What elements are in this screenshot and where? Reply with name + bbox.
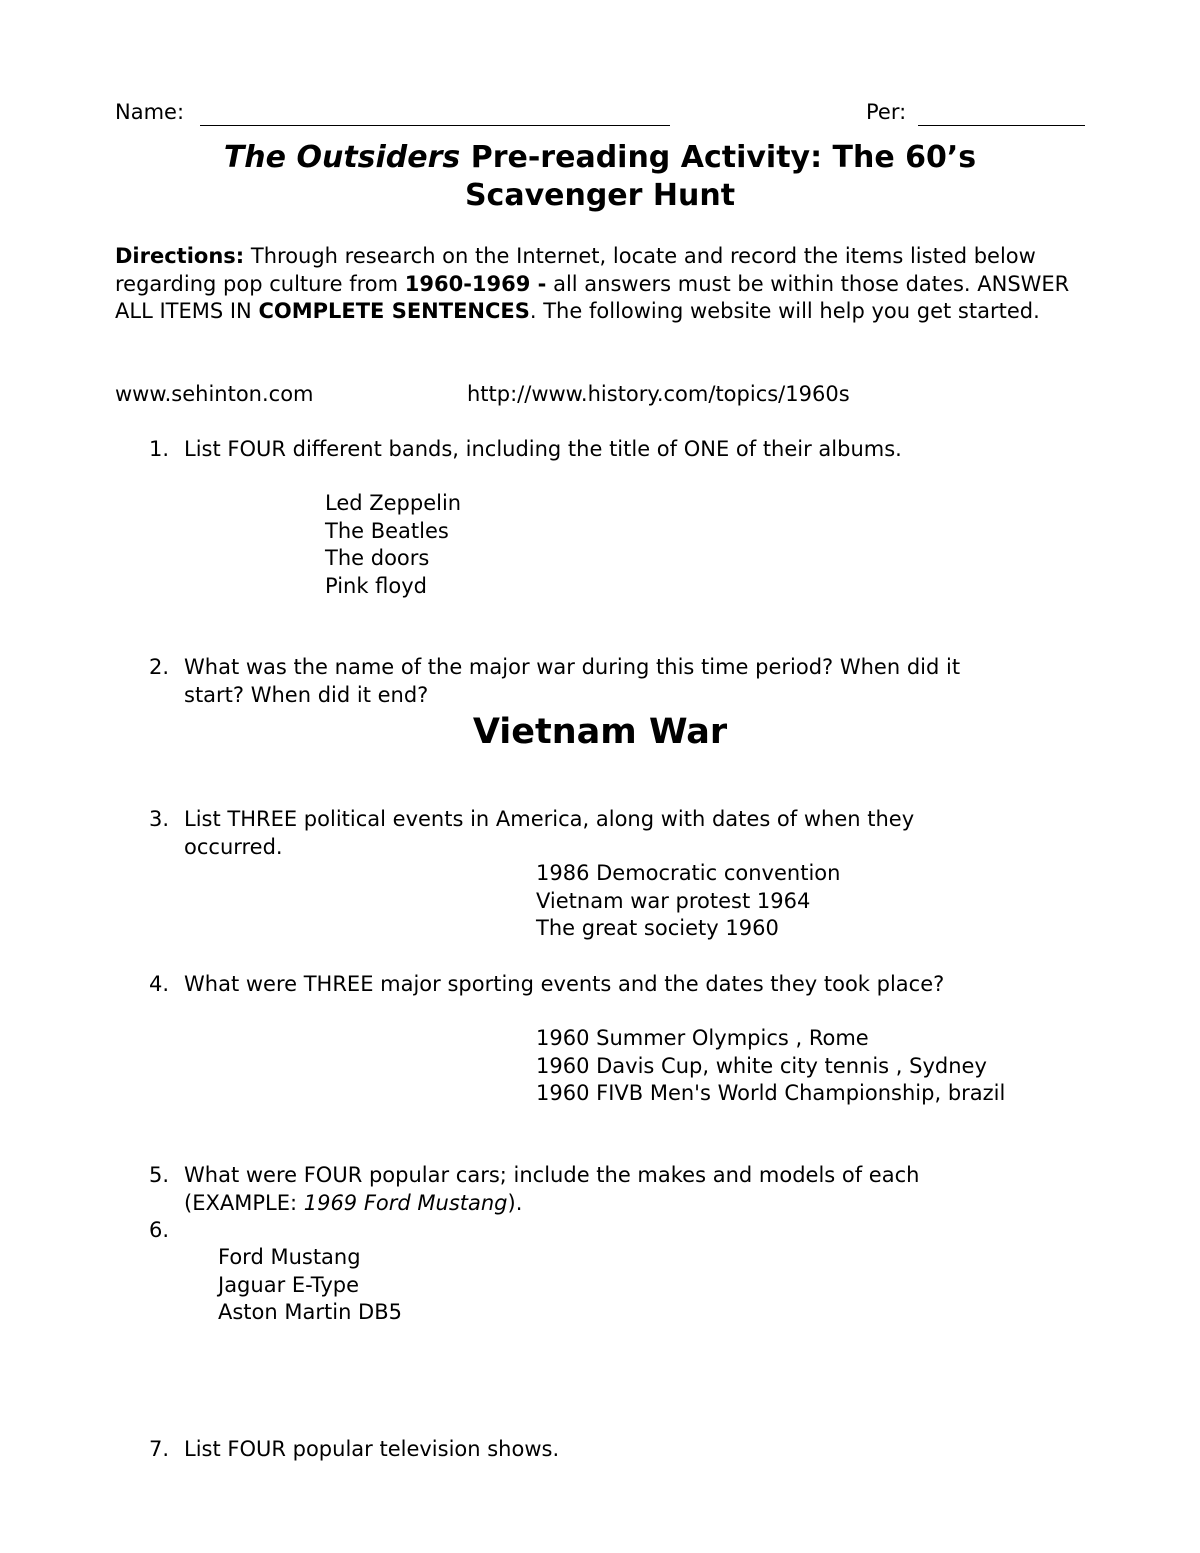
question-text-block	[184, 654, 960, 709]
answer-line: The doors	[325, 546, 430, 570]
question-4	[149, 971, 944, 999]
question-2	[149, 654, 960, 709]
answer-war: Vietnam War	[472, 712, 728, 752]
answer-cars	[218, 1244, 402, 1327]
question-number: 2.	[149, 655, 170, 679]
question-text-line2: occurred.	[184, 834, 283, 859]
name-blank-line	[200, 125, 670, 126]
answer-line: 1960 FIVB Men's World Championship, brazil	[536, 1081, 1006, 1105]
answer-line: Ford Mustang	[218, 1245, 361, 1269]
per-label: Per:	[866, 100, 907, 124]
page-title-line2: Scavenger Hunt	[464, 178, 736, 213]
answer-line: Aston Martin DB5	[218, 1300, 402, 1324]
question-number: 1.	[149, 437, 170, 461]
question-text: List FOUR different bands, including the title of ONE of their albums.	[184, 437, 902, 461]
question-text: List FOUR popular television shows.	[184, 1437, 560, 1461]
question-number: 6.	[149, 1218, 170, 1242]
directions-text-3: . The following website will help you get started.	[529, 299, 1040, 323]
directions-label: Directions:	[115, 244, 245, 268]
answer-line: Led Zeppelin	[325, 491, 462, 515]
answer-sports	[536, 1025, 1005, 1108]
question-text-block	[184, 1162, 919, 1217]
question-text-block	[184, 806, 914, 861]
directions-text-1: Through research on the Internet, locate and record the items listed below regarding pop culture from	[115, 244, 1036, 296]
question-7	[149, 1436, 559, 1464]
example-italic: 1969 Ford Mustang	[303, 1190, 508, 1215]
answer-line: Pink floyd	[325, 573, 428, 598]
answer-political	[536, 860, 840, 943]
link-history[interactable]: http://www.history.com/topics/1960s	[467, 382, 850, 406]
directions-complete-sentences: COMPLETE SENTENCES	[258, 299, 530, 323]
question-number: 4.	[149, 972, 170, 996]
example-prefix: (EXAMPLE:	[184, 1190, 304, 1215]
question-text: What were THREE major sporting events and the dates they took place?	[184, 972, 945, 996]
header-row	[115, 99, 1085, 129]
question-6	[149, 1217, 184, 1245]
directions-paragraph	[115, 243, 1095, 326]
answer-line: 1960 Summer Olympics , Rome	[536, 1026, 869, 1050]
answer-line: The great society 1960	[536, 916, 779, 940]
question-text: What was the name of the major war during this time period? When did it	[184, 655, 961, 679]
page-title	[115, 139, 1085, 177]
title-rest: Pre-reading Activity: The 60’s	[460, 140, 977, 175]
answer-line: Vietnam war protest 1964	[536, 888, 811, 913]
question-1	[149, 436, 902, 464]
question-number: 5.	[149, 1163, 170, 1187]
question-text-line2: start? When did it end?	[184, 682, 429, 707]
question-number: 3.	[149, 807, 170, 831]
book-title: The Outsiders	[223, 140, 461, 175]
answer-bands	[325, 490, 461, 600]
example-suffix: ).	[507, 1190, 523, 1215]
answer-line: 1986 Democratic convention	[536, 861, 841, 885]
directions-text-2: all answers must be within those dates. ANSWER ALL ITEMS IN	[115, 271, 1070, 323]
question-text: What were FOUR popular cars; include the makes and models of each	[184, 1163, 920, 1187]
links-row	[115, 381, 850, 409]
answer-line: Jaguar E-Type	[218, 1272, 360, 1297]
question-5	[149, 1162, 919, 1217]
question-number: 7.	[149, 1437, 170, 1461]
question-text: List THREE political events in America, along with dates of when they	[184, 807, 915, 831]
link-sehinton[interactable]: www.sehinton.com	[115, 382, 314, 406]
question-3	[149, 806, 914, 861]
answer-line: The Beatles	[325, 518, 449, 543]
per-blank-line	[918, 125, 1085, 126]
answer-line: 1960 Davis Cup, white city tennis , Sydney	[536, 1053, 987, 1078]
name-label: Name:	[115, 100, 185, 124]
directions-dates: 1960-1969 -	[404, 271, 547, 296]
